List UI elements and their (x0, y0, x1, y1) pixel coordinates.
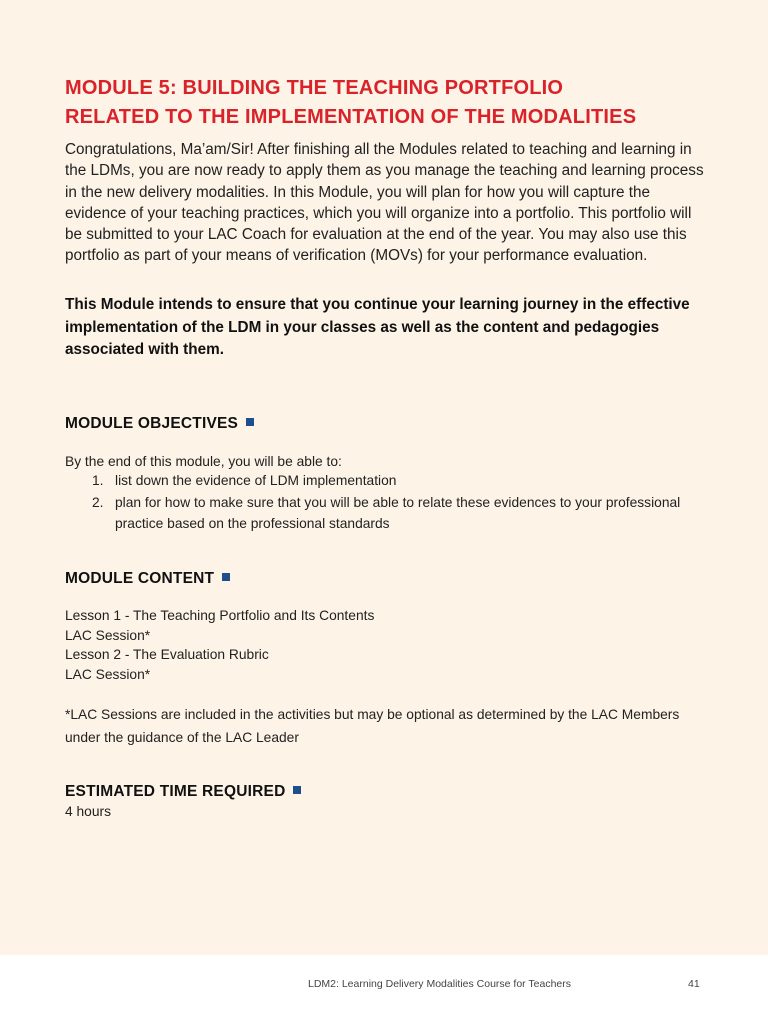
objectives-lead: By the end of this module, you will be able to: (65, 454, 342, 469)
module-objectives-heading (65, 414, 254, 434)
lac-session-note: *LAC Sessions are included in the activities but may be optional as determined by the LAC Members under the guidance of the LAC Leader (65, 707, 680, 745)
estimated-time-value: 4 hours (65, 804, 112, 819)
list-item (92, 470, 692, 492)
estimated-time-heading (65, 782, 301, 802)
list-item: Lesson 2 - The Evaluation Rubric (65, 647, 269, 662)
footer-course-title: LDM2: Learning Delivery Modalities Course for Teachers (308, 978, 572, 990)
estimated-time-heading-text: ESTIMATED TIME REQUIRED (65, 783, 286, 800)
module-content-list (65, 606, 374, 684)
module-content-heading-text: MODULE CONTENT (65, 570, 215, 587)
list-item-number: 1. (92, 473, 104, 488)
intro-paragraph: Congratulations, Ma’am/Sir! After finishing all the Modules related to teaching and learning in the LDMs, you are now ready to apply them as you manage the teaching and learning process in the new delivery modalities. In this Module, you will plan for how you will capture the evidence of your teaching practices, which you will organize into a portfolio. This portfolio will be submitted to your LAC Coach for evaluation at the end of the year. You may also use this portfolio as part of your means of verification (MOVs) for your performance evaluation. (65, 141, 704, 265)
list-item-number: 2. (92, 494, 104, 510)
blue-square-bullet-icon (293, 786, 301, 794)
list-item: Lesson 1 - The Teaching Portfolio and Its Contents (65, 608, 375, 623)
module-title-line-2: RELATED TO THE IMPLEMENTATION OF THE MODALITIES (65, 106, 637, 128)
module-title (65, 74, 745, 132)
list-item-text: plan for how to make sure that you will be able to relate these evidences to your professional practice based on the professional standards (115, 494, 681, 531)
list-item (92, 492, 692, 535)
module-content-heading (65, 569, 230, 589)
objectives-list (92, 470, 692, 535)
module-objectives-heading-text: MODULE OBJECTIVES (65, 415, 239, 432)
page-number: 41 (688, 978, 700, 990)
list-item: LAC Session* (65, 627, 151, 643)
blue-square-bullet-icon (222, 573, 230, 581)
blue-square-bullet-icon (246, 418, 254, 426)
intro-bold-paragraph: This Module intends to ensure that you continue your learning journey in the effective implementation of the LDM in your classes as well as the content and pedagogies associated with them. (65, 296, 690, 358)
list-item-text: list down the evidence of LDM implementation (115, 473, 397, 488)
module-title-line-1: MODULE 5: BUILDING THE TEACHING PORTFOLIO (65, 77, 564, 99)
list-item: LAC Session* (65, 666, 151, 682)
